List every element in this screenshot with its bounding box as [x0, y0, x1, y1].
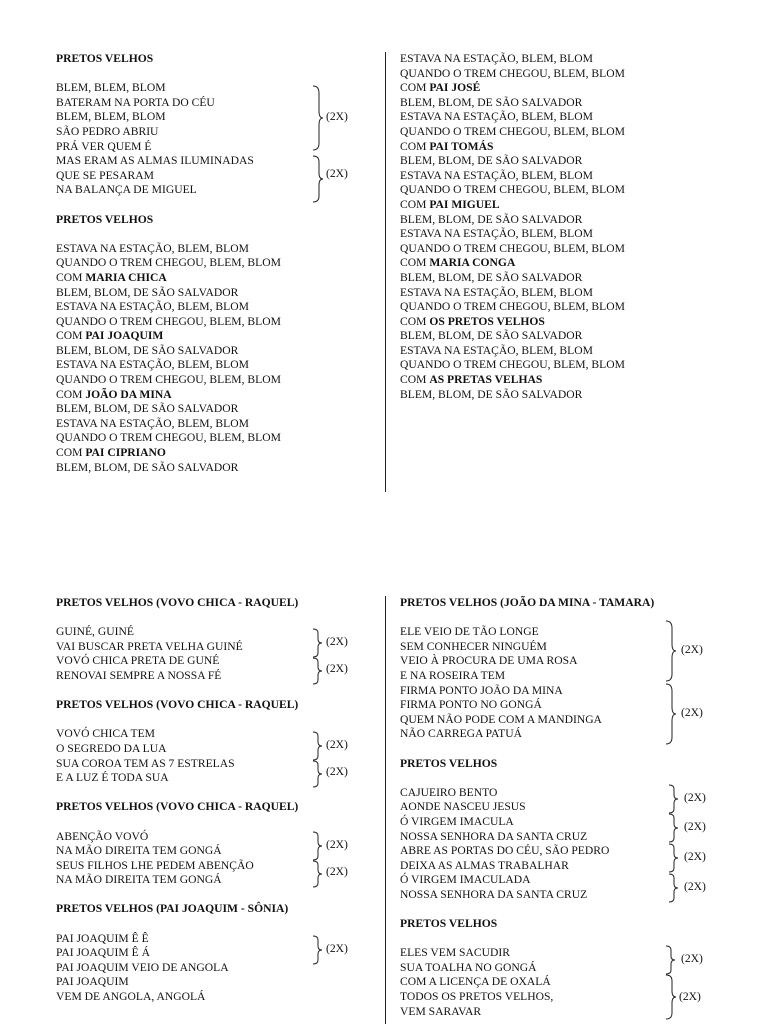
lyric-line: BLEM, BLOM, DE SÃO SALVADOR: [400, 329, 583, 343]
repeat-label: (2X): [326, 662, 348, 675]
lyric-line: ELES VEM SACUDIR: [400, 946, 510, 960]
spirit-name: PAI TOMÁS: [429, 139, 494, 153]
repeat-brace: [668, 813, 706, 843]
repeat-brace: [312, 731, 348, 761]
lyric-line: SUA TOALHA NO GONGÁ: [400, 960, 537, 974]
lyric-line: ESTAVA NA ESTAÇÃO, BLEM, BLOM: [400, 52, 593, 65]
song-title: PRETOS VELHOS (VOVO CHICA - RAQUEL): [56, 596, 299, 609]
lyric-line: TODOS OS PRETOS VELHOS,: [400, 990, 554, 1004]
lyric-line: SUA COROA TEM AS 7 ESTRELAS: [56, 756, 235, 770]
lyric-line: QUANDO O TREM CHEGOU, BLEM, BLOM: [400, 241, 625, 255]
repeat-label: (2X): [681, 952, 703, 965]
lyric-line: DEIXA AS ALMAS TRABALHAR: [400, 858, 569, 872]
repeat-label: (2X): [679, 990, 701, 1003]
repeat-brace: [312, 155, 348, 203]
lyric-line: NOSSA SENHORA DA SANTA CRUZ: [400, 887, 588, 901]
song-title: PRETOS VELHOS (VOVO CHICA - RAQUEL): [56, 698, 299, 712]
repeat-label: (2X): [681, 643, 703, 656]
repeat-brace: [668, 873, 706, 903]
spirit-name: PAI JOSÉ: [429, 81, 481, 95]
repeat-brace: [312, 85, 348, 151]
lyric-line: SEUS FILHOS LHE PEDEM ABENÇÃO: [56, 858, 254, 872]
lyric-line: COM PAI TOMÁS: [400, 139, 494, 153]
lyric-line: ESTAVA NA ESTAÇÃO, BLEM, BLOM: [400, 227, 593, 241]
lyric-line: NA BALANÇA DE MIGUEL: [56, 183, 197, 197]
lyric-line: VEIO À PROCURA DE UMA ROSA: [400, 654, 578, 668]
spirit-name: PAI MIGUEL: [429, 197, 500, 211]
lyric-line: PAI JOAQUIM VEIO DE ANGOLA: [56, 960, 229, 974]
lyric-line: BLEM, BLOM, DE SÃO SALVADOR: [56, 343, 239, 357]
repeat-label: (2X): [684, 820, 706, 833]
lyric-line: VEM DE ANGOLA, ANGOLÁ: [56, 990, 206, 1004]
lyric-line: QUANDO O TREM CHEGOU, BLEM, BLOM: [400, 358, 625, 372]
spirit-name: PAI JOAQUIM: [85, 329, 164, 343]
lyric-line: ESTAVA NA ESTAÇÃO, BLEM, BLOM: [400, 285, 593, 299]
repeat-label: (2X): [326, 738, 348, 751]
lyric-line: QUANDO O TREM CHEGOU, BLEM, BLOM: [400, 66, 625, 80]
song-title: PRETOS VELHOS: [56, 52, 154, 65]
lyric-line: NOSSA SENHORA DA SANTA CRUZ: [400, 829, 588, 843]
repeat-label: (2X): [326, 765, 348, 778]
lyric-line: NÃO CARREGA PATUÁ: [400, 727, 522, 741]
lyric-line: VAI BUSCAR PRETA VELHA GUINÉ: [56, 639, 243, 653]
lyric-line: COM MARIA CHICA: [56, 270, 167, 284]
lyric-line: ESTAVA NA ESTAÇÃO, BLEM, BLOM: [400, 168, 593, 182]
lyric-line: CAJUEIRO BENTO: [400, 785, 498, 799]
lyric-line: BLEM, BLEM, BLOM: [56, 110, 166, 124]
lyric-line: BLEM, BLOM, DE SÃO SALVADOR: [400, 270, 583, 284]
repeat-label: (2X): [326, 167, 348, 180]
spirit-name: AS PRETAS VELHAS: [429, 373, 543, 387]
lyric-line: COM JOÃO DA MINA: [56, 387, 172, 401]
repeat-brace: [665, 974, 701, 1020]
lyric-line: ESTAVA NA ESTAÇÃO, BLEM, BLOM: [56, 300, 249, 314]
lyric-line: E A LUZ É TODA SUA: [56, 771, 169, 785]
lyric-line: QUE SE PESARAM: [56, 168, 154, 182]
lyric-line: E NA ROSEIRA TEM: [400, 668, 506, 682]
repeat-brace: [312, 831, 348, 861]
repeat-brace: [312, 860, 348, 888]
lyric-line: NA MÃO DIREITA TEM GONGÁ: [56, 873, 222, 887]
lyric-line: BLEM, BLEM, BLOM: [56, 81, 166, 95]
repeat-brace: [312, 657, 348, 685]
song-title: PRETOS VELHOS (VOVO CHICA - RAQUEL): [56, 800, 299, 814]
lyric-line: ESTAVA NA ESTAÇÃO, BLEM, BLOM: [56, 358, 249, 372]
spirit-name: JOÃO DA MINA: [85, 387, 172, 401]
top-right-column: [400, 52, 625, 402]
lyric-line: QUANDO O TREM CHEGOU, BLEM, BLOM: [56, 256, 281, 270]
repeat-label: (2X): [681, 706, 703, 719]
lyric-line: RENOVAI SEMPRE A NOSSA FÉ: [56, 668, 222, 682]
lyric-line: BLEM, BLOM, DE SÃO SALVADOR: [400, 95, 583, 109]
bottom-right-column: [400, 596, 654, 1019]
lyric-line: QUANDO O TREM CHEGOU, BLEM, BLOM: [56, 314, 281, 328]
lyric-line: BATERAM NA PORTA DO CÉU: [56, 95, 215, 109]
lyric-line: COM PAI JOSÉ: [400, 81, 481, 95]
lyric-line: QUANDO O TREM CHEGOU, BLEM, BLOM: [400, 124, 625, 138]
repeat-brace: [312, 935, 348, 965]
repeat-brace: [665, 683, 703, 745]
lyric-line: NA MÃO DIREITA TEM GONGÁ: [56, 844, 222, 858]
lyric-line: BLEM, BLOM, DE SÃO SALVADOR: [400, 154, 583, 168]
lyric-line: ESTAVA NA ESTAÇÃO, BLEM, BLOM: [400, 343, 593, 357]
lyric-line: BLEM, BLOM, DE SÃO SALVADOR: [400, 387, 583, 401]
lyric-line: O SEGREDO DA LUA: [56, 741, 167, 755]
spirit-name: MARIA CONGA: [429, 256, 516, 270]
lyric-line: SÃO PEDRO ABRIU: [56, 124, 159, 138]
lyric-line: FIRMA PONTO NO GONGÁ: [400, 698, 542, 712]
lyric-line: BLEM, BLOM, DE SÃO SALVADOR: [56, 285, 239, 299]
lyric-line: Ó VIRGEM IMACULA: [400, 814, 514, 828]
lyric-line: AONDE NASCEU JESUS: [400, 800, 526, 814]
lyric-line: BLEM, BLOM, DE SÃO SALVADOR: [400, 212, 583, 226]
repeat-label: (2X): [326, 942, 348, 955]
repeat-label: (2X): [684, 791, 706, 804]
repeat-label: (2X): [326, 110, 348, 123]
lyric-line: MAS ERAM AS ALMAS ILUMINADAS: [56, 154, 254, 168]
repeat-label: (2X): [684, 850, 706, 863]
lyric-line: BLEM, BLOM, DE SÃO SALVADOR: [56, 402, 239, 416]
column-divider: [385, 596, 386, 1024]
lyric-line: VEM SARAVAR: [400, 1004, 482, 1018]
song-title: PRETOS VELHOS (JOÃO DA MINA - TAMARA): [400, 596, 655, 609]
lyric-line: ABRE AS PORTAS DO CÉU, SÃO PEDRO: [400, 844, 610, 858]
lyric-line: FIRMA PONTO JOÃO DA MINA: [400, 683, 563, 697]
lyric-line: PAI JOAQUIM Ê Ê: [56, 931, 149, 945]
lyric-line: COM OS PRETOS VELHOS: [400, 314, 545, 328]
lyric-line: ESTAVA NA ESTAÇÃO, BLEM, BLOM: [400, 110, 593, 124]
spirit-name: MARIA CHICA: [85, 270, 167, 284]
lyric-line: ESTAVA NA ESTAÇÃO, BLEM, BLOM: [56, 416, 249, 430]
lyric-line: COM PAI MIGUEL: [400, 197, 500, 211]
column-divider: [385, 52, 386, 492]
repeat-label: (2X): [684, 880, 706, 893]
repeat-brace: [668, 843, 706, 873]
lyric-line: ELE VEIO DE TÃO LONGE: [400, 625, 539, 639]
lyric-line: QUANDO O TREM CHEGOU, BLEM, BLOM: [56, 431, 281, 445]
song-title: PRETOS VELHOS (PAI JOAQUIM - SÔNIA): [56, 902, 289, 916]
song-title: PRETOS VELHOS: [400, 756, 498, 770]
lyric-line: Ó VIRGEM IMACULADA: [400, 873, 531, 887]
bottom-left-column: [56, 596, 298, 1005]
lyric-line: VOVÓ CHICA PRETA DE GUNÉ: [56, 654, 220, 668]
lyric-line: QUEM NÃO PODE COM A MANDINGA: [400, 712, 602, 726]
lyric-line: BLEM, BLOM, DE SÃO SALVADOR: [56, 460, 239, 474]
lyric-line: VOVÓ CHICA TEM: [56, 727, 155, 741]
lyric-line: PAI JOAQUIM: [56, 975, 129, 989]
repeat-label: (2X): [326, 838, 348, 851]
spirit-name: OS PRETOS VELHOS: [429, 314, 545, 328]
lyric-line: COM PAI JOAQUIM: [56, 329, 164, 343]
lyric-line: QUANDO O TREM CHEGOU, BLEM, BLOM: [400, 183, 625, 197]
lyric-line: COM MARIA CONGA: [400, 256, 516, 270]
lyric-line: COM A LICENÇA DE OXALÁ: [400, 975, 551, 989]
lyric-line: QUANDO O TREM CHEGOU, BLEM, BLOM: [56, 373, 281, 387]
lyric-line: SEM CONHECER NINGUÉM: [400, 639, 547, 653]
spirit-name: PAI CIPRIANO: [85, 446, 166, 460]
repeat-brace: [665, 620, 703, 682]
lyric-line: ESTAVA NA ESTAÇÃO, BLEM, BLOM: [56, 241, 249, 255]
top-left-column: [56, 52, 281, 475]
repeat-brace: [668, 784, 706, 814]
repeat-label: (2X): [326, 865, 348, 878]
repeat-brace: [312, 760, 348, 788]
repeat-brace: [665, 945, 703, 975]
lyric-line: COM AS PRETAS VELHAS: [400, 373, 543, 387]
song-title: PRETOS VELHOS: [400, 917, 498, 931]
lyric-line: PAI JOAQUIM Ê Á: [56, 946, 150, 960]
repeat-brace: [312, 628, 348, 658]
repeat-label: (2X): [326, 635, 348, 648]
song-title: PRETOS VELHOS: [56, 212, 154, 226]
lyric-line: COM PAI CIPRIANO: [56, 446, 166, 460]
lyric-line: ABENÇÃO VOVÓ: [56, 829, 149, 843]
lyric-line: QUANDO O TREM CHEGOU, BLEM, BLOM: [400, 300, 625, 314]
lyric-line: PRÁ VER QUEM É: [56, 139, 152, 153]
lyric-line: GUINÉ, GUINÉ: [56, 625, 134, 639]
